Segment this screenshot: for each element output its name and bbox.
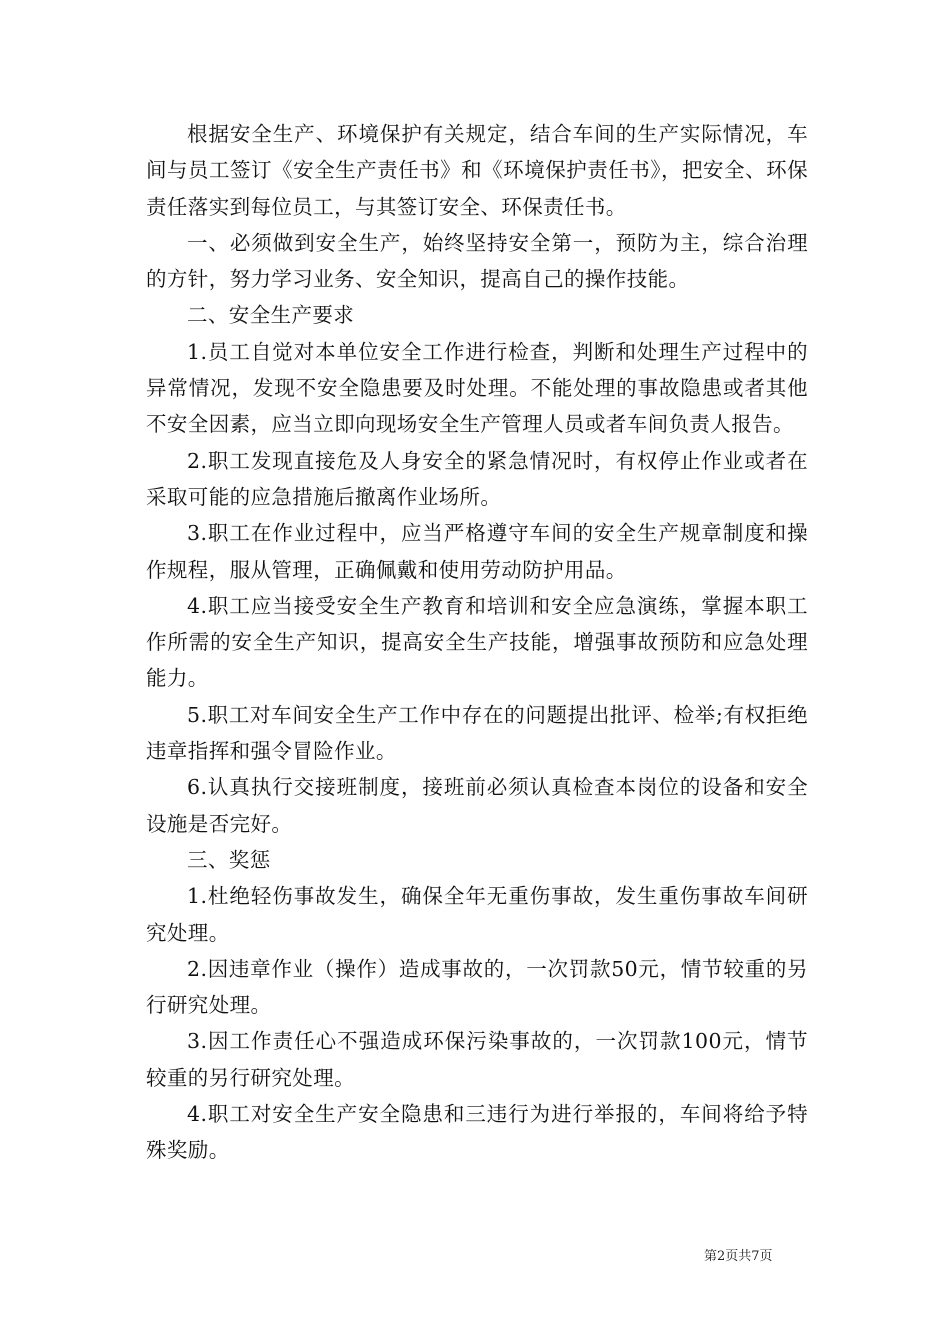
document-body [146,116,808,1169]
page-indicator: 第2页共7页 [704,1249,773,1264]
section-heading-rewards: 三、奖惩 [187,847,271,872]
reward-item-2: 2.因违章作业（操作）造成事故的，一次罚款50元，情节较重的另行研究处理。 [146,956,808,1018]
requirement-item-5: 5.职工对车间安全生产工作中存在的问题提出批评、检举;有权拒绝违章指挥和强令冒险作业。 [146,702,808,764]
reward-item-3: 3.因工作责任心不强造成环保污染事故的，一次罚款100元，情节较重的另行研究处理。 [146,1029,808,1090]
requirement-item-6: 6.认真执行交接班制度，接班前必须认真检查本岗位的设备和安全设施是否完好。 [146,775,808,836]
paragraph-intro: 根据安全生产、环境保护有关规定，结合车间的生产实际情况，车间与员工签订《安全生产责任书》和《环境保护责任书》，把安全、环保责任落实到每位员工，与其签订安全、环保责任书。 [146,122,808,219]
section-heading-requirements: 二、安全生产要求 [187,303,355,328]
requirement-item-4: 4.职工应当接受安全生产教育和培训和安全应急演练，掌握本职工作所需的安全生产知识，提高安全生产技能，增强事故预防和应急处理能力。 [146,593,808,691]
reward-item-4: 4.职工对安全生产安全隐患和三违行为进行举报的，车间将给予特殊奖励。 [146,1102,808,1163]
reward-item-1: 1.杜绝轻伤事故发生，确保全年无重伤事故，发生重伤事故车间研究处理。 [146,884,808,945]
requirement-item-1: 1.员工自觉对本单位安全工作进行检查，判断和处理生产过程中的异常情况，发现不安全隐患要及时处理。不能处理的事故隐患或者其他不安全因素，应当立即向现场安全生产管理人员或者车间负责人报告。 [146,339,808,437]
requirement-item-3: 3.职工在作业过程中，应当严格遵守车间的安全生产规章制度和操作规程，服从管理，正确佩戴和使用劳动防护用品。 [146,521,808,582]
requirement-item-2: 2.职工发现直接危及人身安全的紧急情况时，有权停止作业或者在采取可能的应急措施后撤离作业场所。 [146,448,808,509]
paragraph-section-1: 一、必须做到安全生产，始终坚持安全第一，预防为主，综合治理的方针，努力学习业务、安全知识，提高自己的操作技能。 [146,230,808,292]
